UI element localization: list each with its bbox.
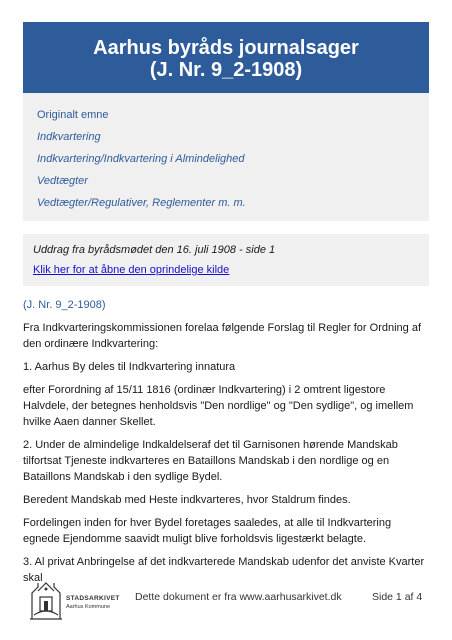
subject-item: Vedtægter/Regulativer, Reglementer m. m. xyxy=(37,197,246,209)
body-paragraph: Fra Indkvarteringskommissionen forelaa følgende Forslag til Regler for Ordning af den ordinære Indkvartering: xyxy=(23,322,422,350)
original-source-link[interactable]: Klik her for at åbne den oprindelige kilde xyxy=(33,264,230,276)
body-paragraph: Fordelingen inden for hver Bydel foretages saaledes, at alle til Indkvartering egnede Ejendomme saavidt muligt blive forholdsvis ligestærkt belagte. xyxy=(23,517,392,545)
body-paragraph: 2. Under de almindelige Indkaldelseraf det til Garnisonen hørende Mandskab tilfortsat Tjeneste indkvarteres en Bataillons Mandskab i den nordlige og en Bataillons Mandskab i den sydlige Bydel. xyxy=(23,439,398,483)
document-body xyxy=(23,297,429,593)
source-title: Uddrag fra byrådsmødet den 16. juli 1908 - side 1 xyxy=(33,244,276,256)
logo-subtitle: Aarhus Kommune xyxy=(66,604,111,610)
stadsarkivet-logo xyxy=(28,579,118,623)
body-paragraph: 1. Aarhus By deles til Indkvartering innatura xyxy=(23,361,236,373)
page-footer xyxy=(0,575,452,625)
page-number: Side 1 af 4 xyxy=(372,591,423,603)
subjects-panel xyxy=(23,93,429,221)
body-paragraph: Beredent Mandskab med Heste indkvarteres, hvor Staldrum findes. xyxy=(23,494,351,506)
subject-item: Indkvartering xyxy=(37,131,101,143)
footer-source-text: Dette dokument er fra www.aarhusarkivet.dk xyxy=(135,591,342,603)
subject-item: Indkvartering/Indkvartering i Almindelighed xyxy=(37,153,245,165)
document-title: Aarhus byråds journalsager xyxy=(93,37,359,59)
document-header xyxy=(23,22,429,93)
document-journal-number: (J. Nr. 9_2-1908) xyxy=(149,59,303,81)
city-seal-icon xyxy=(28,579,64,623)
subject-item: Vedtægter xyxy=(37,175,88,187)
body-paragraph: efter Forordning af 15/11 1816 (ordinær Indkvartering) i 2 omtrent ligestore Halvdele, der betegnes henholdsvis "Den nordlige" og "Den sydlige", og imellem hvilke Aaen danner Skellet. xyxy=(23,384,414,428)
body-paragraph: 3. Al privat Anbringelse af det indkvarterede Mandskab udenfor det anviste Kvarter skal xyxy=(23,556,425,584)
source-panel xyxy=(23,234,429,286)
logo-name: STADSARKIVET xyxy=(66,595,120,602)
subjects-label: Originalt emne xyxy=(37,109,109,121)
body-reference: (J. Nr. 9_2-1908) xyxy=(23,299,106,311)
